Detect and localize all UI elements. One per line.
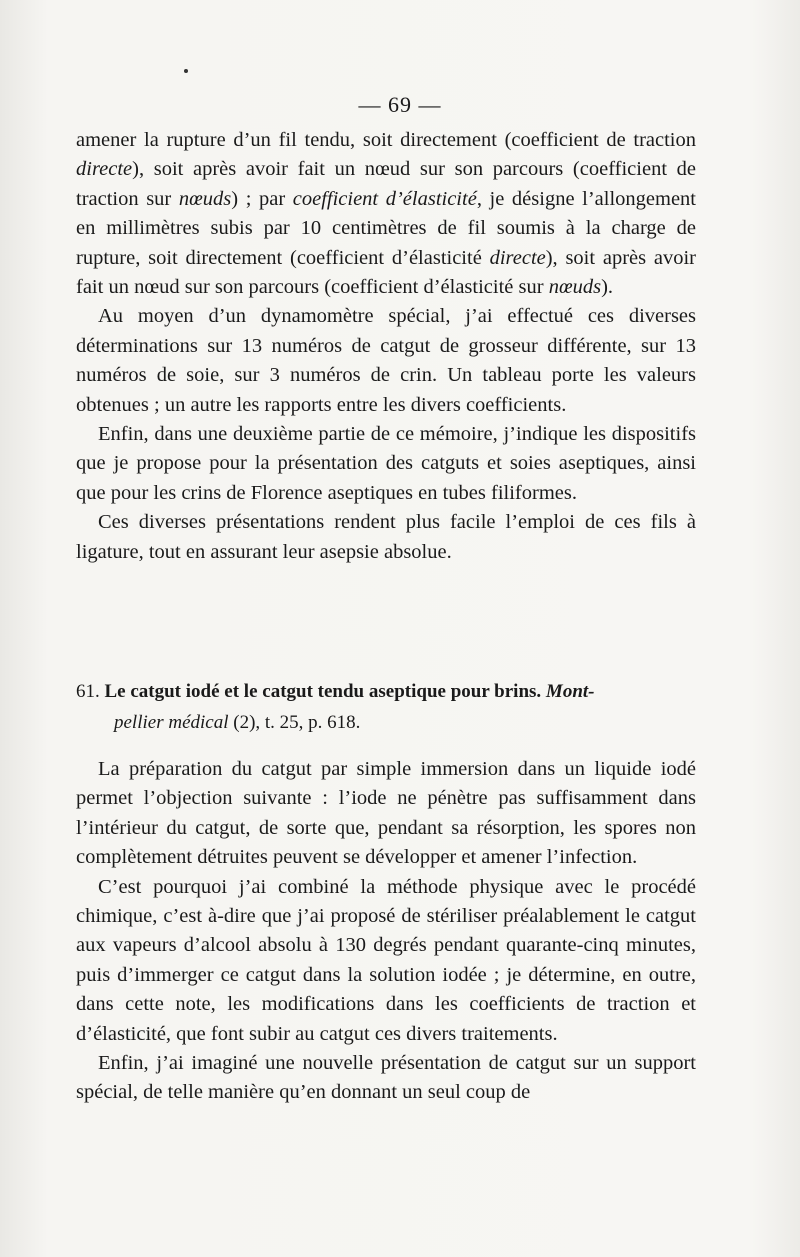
paragraph <box>76 126 696 302</box>
entry-title: Le catgut iodé et le catgut tendu aseptique pour brins. <box>104 681 542 702</box>
text-run: ), soit après avoir fait un nœud sur son parcours (coefficient d’élasticité sur <box>76 246 696 299</box>
paragraph: Enfin, j’ai imaginé une nouvelle présentation de catgut sur un support spécial, de telle manière qu’en donnant un seul coup de <box>76 1052 696 1104</box>
bibliography-entry <box>76 676 696 738</box>
italic-term: directe <box>489 246 546 269</box>
text-run: ) ; par <box>231 187 293 210</box>
entry-citation-line <box>76 707 696 738</box>
text-block-continued <box>76 126 696 567</box>
text-run: ), soit après avoir fait un nœud sur son parcours (coefficient de traction sur <box>76 158 696 210</box>
page-number: — 69 — <box>358 92 442 117</box>
text-run: ). <box>601 276 614 299</box>
entry-number: 61. <box>76 681 100 702</box>
paragraph: Ces diverses présentations rendent plus facile l’emploi de ces fils à ligature, tout en assurant leur asepsie absolue. <box>76 511 696 563</box>
text-run: , je désigne l’allongement en millimètres subis par 10 centimètres de fil soumis à la charge de rupture, soit directement (coefficient d’élasticité <box>76 187 696 269</box>
entry-details: (2), t. 25, p. 618. <box>228 712 361 733</box>
paragraph: Enfin, dans une deuxième partie de ce mémoire, j’indique les dispositifs que je propose pour la présentation des catguts et soies aseptiques, ainsi que pour les crins de Florence aseptiques en tubes filiformes. <box>76 423 696 504</box>
italic-term: nœuds <box>548 276 602 299</box>
paragraph: C’est pourquoi j’ai combiné la méthode physique avec le procédé chimique, c’est à-dire que j’ai proposé de stériliser préalablement le catgut aux vapeurs d’alcool absolu à 130 degrés pendant quarante-cinq minutes, puis d’immerger ce catgut dans la solution iodée ; je détermine, en outre, dans cette note, les modifications dans les coefficients de traction et d’élasticité, que font subir au catgut ces divers traitements. <box>76 875 696 1045</box>
entry-journal: Mont- <box>545 681 595 702</box>
entry-journal: pellier médical <box>114 712 229 733</box>
text-block-entry-61 <box>76 755 696 1108</box>
paragraph: La préparation du catgut par simple immersion dans un liquide iodé permet l’objection suivante : l’iode ne pénètre pas suffisamment dans l’intérieur du catgut, de sorte que, pendant sa résorption, les spores non complètement détruites peuvent se développer et amener l’infection. <box>76 758 696 869</box>
italic-term: directe <box>76 158 133 181</box>
italic-term: coefficient d’élasticité <box>292 187 477 210</box>
paragraph: Au moyen d’un dynamomètre spécial, j’ai effectué ces diverses déterminations sur 13 numéros de catgut de grosseur différente, sur 13 numéros de soie, sur 3 numéros de crin. Un tableau porte les valeurs obtenues ; un autre les rapports entre les divers coefficients. <box>76 305 696 416</box>
ink-speck <box>184 69 188 73</box>
text-run: amener la rupture d’un fil tendu, soit directement (coefficient de traction <box>76 129 696 151</box>
italic-term: nœuds <box>178 187 232 210</box>
